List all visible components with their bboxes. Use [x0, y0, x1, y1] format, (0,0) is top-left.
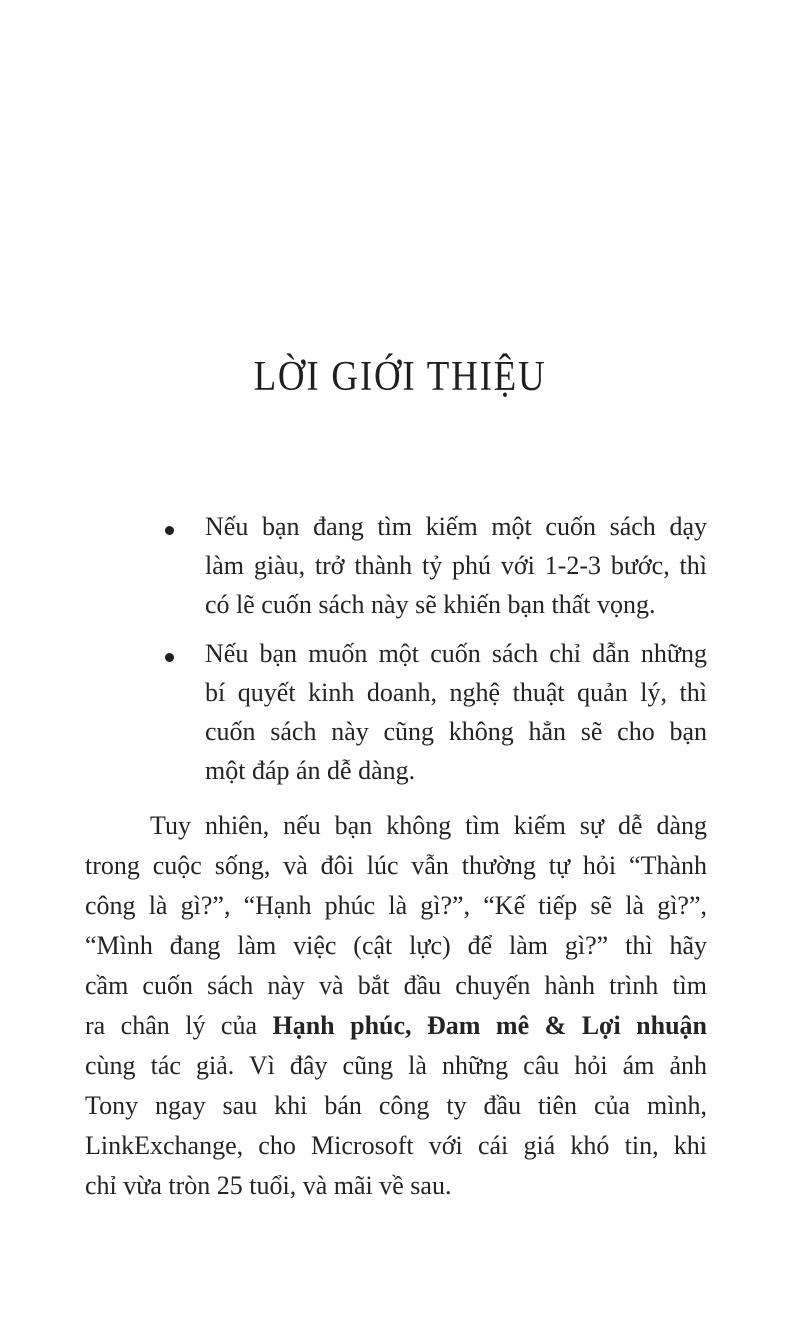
- text-segment: làm giàu, trở thành tỷ phú với 1-2-3 bước, thì: [205, 551, 707, 580]
- text-segment: cùng tác giả. Vì đây cũng là những câu hỏi ám ảnh: [85, 1051, 707, 1080]
- text-segment: Tony ngay sau khi bán công ty đầu tiên của mình,: [85, 1091, 707, 1120]
- bullet-dot-icon: [165, 653, 174, 662]
- text-segment: trong cuộc sống, và đôi lúc vẫn thường tự hỏi “Thành: [85, 851, 707, 880]
- text-segment: công là gì?”, “Hạnh phúc là gì?”, “Kế tiếp sẽ là gì?”,: [85, 891, 707, 920]
- text-segment: Nếu bạn đang tìm kiếm một cuốn sách dạy: [205, 512, 707, 541]
- text-segment: có lẽ cuốn sách này sẽ khiến bạn thất vọng.: [205, 590, 656, 619]
- intro-bullet-list: [85, 507, 707, 790]
- intro-paragraph: [85, 806, 707, 1206]
- text-line: [85, 1166, 707, 1206]
- text-segment: bí quyết kinh doanh, nghệ thuật quản lý, thì: [205, 678, 707, 707]
- text-line: [205, 751, 707, 790]
- text-line: [85, 926, 707, 966]
- text-line: [205, 546, 707, 585]
- text-line: [205, 712, 707, 751]
- text-segment: Tuy nhiên, nếu bạn không tìm kiếm sự dễ dàng: [150, 811, 707, 840]
- text-segment: Nếu bạn muốn một cuốn sách chỉ dẫn những: [205, 639, 707, 668]
- text-line: [85, 1086, 707, 1126]
- text-segment: LinkExchange, cho Microsoft với cái giá khó tin, khi: [85, 1131, 707, 1160]
- chapter-title: LỜI GIỚI THIỆU: [253, 354, 547, 400]
- text-line: [205, 634, 707, 673]
- text-line: [85, 966, 707, 1006]
- text-line: [85, 806, 707, 846]
- bullet-item: [85, 634, 707, 790]
- text-line: [85, 886, 707, 926]
- text-line: [85, 1046, 707, 1086]
- text-segment: “Mình đang làm việc (cật lực) để làm gì?” thì hãy: [85, 931, 707, 960]
- text-line: [85, 1126, 707, 1166]
- text-segment: chỉ vừa tròn 25 tuổi, và mãi về sau.: [85, 1171, 452, 1200]
- intro-content: [85, 507, 707, 1206]
- text-line: [205, 585, 707, 624]
- bullet-item: [85, 507, 707, 624]
- text-line: [205, 507, 707, 546]
- text-line: [205, 673, 707, 712]
- bullet-dot-icon: [165, 526, 174, 535]
- text-line: [85, 1006, 707, 1046]
- bold-text-segment: Hạnh phúc, Đam mê & Lợi nhuận: [272, 1011, 707, 1040]
- text-line: [85, 846, 707, 886]
- text-segment: cầm cuốn sách này và bắt đầu chuyến hành trình tìm: [85, 971, 707, 1000]
- text-segment: một đáp án dễ dàng.: [205, 756, 416, 785]
- text-segment: cuốn sách này cũng không hẳn sẽ cho bạn: [205, 717, 707, 746]
- text-segment: ra chân lý của: [85, 1011, 273, 1040]
